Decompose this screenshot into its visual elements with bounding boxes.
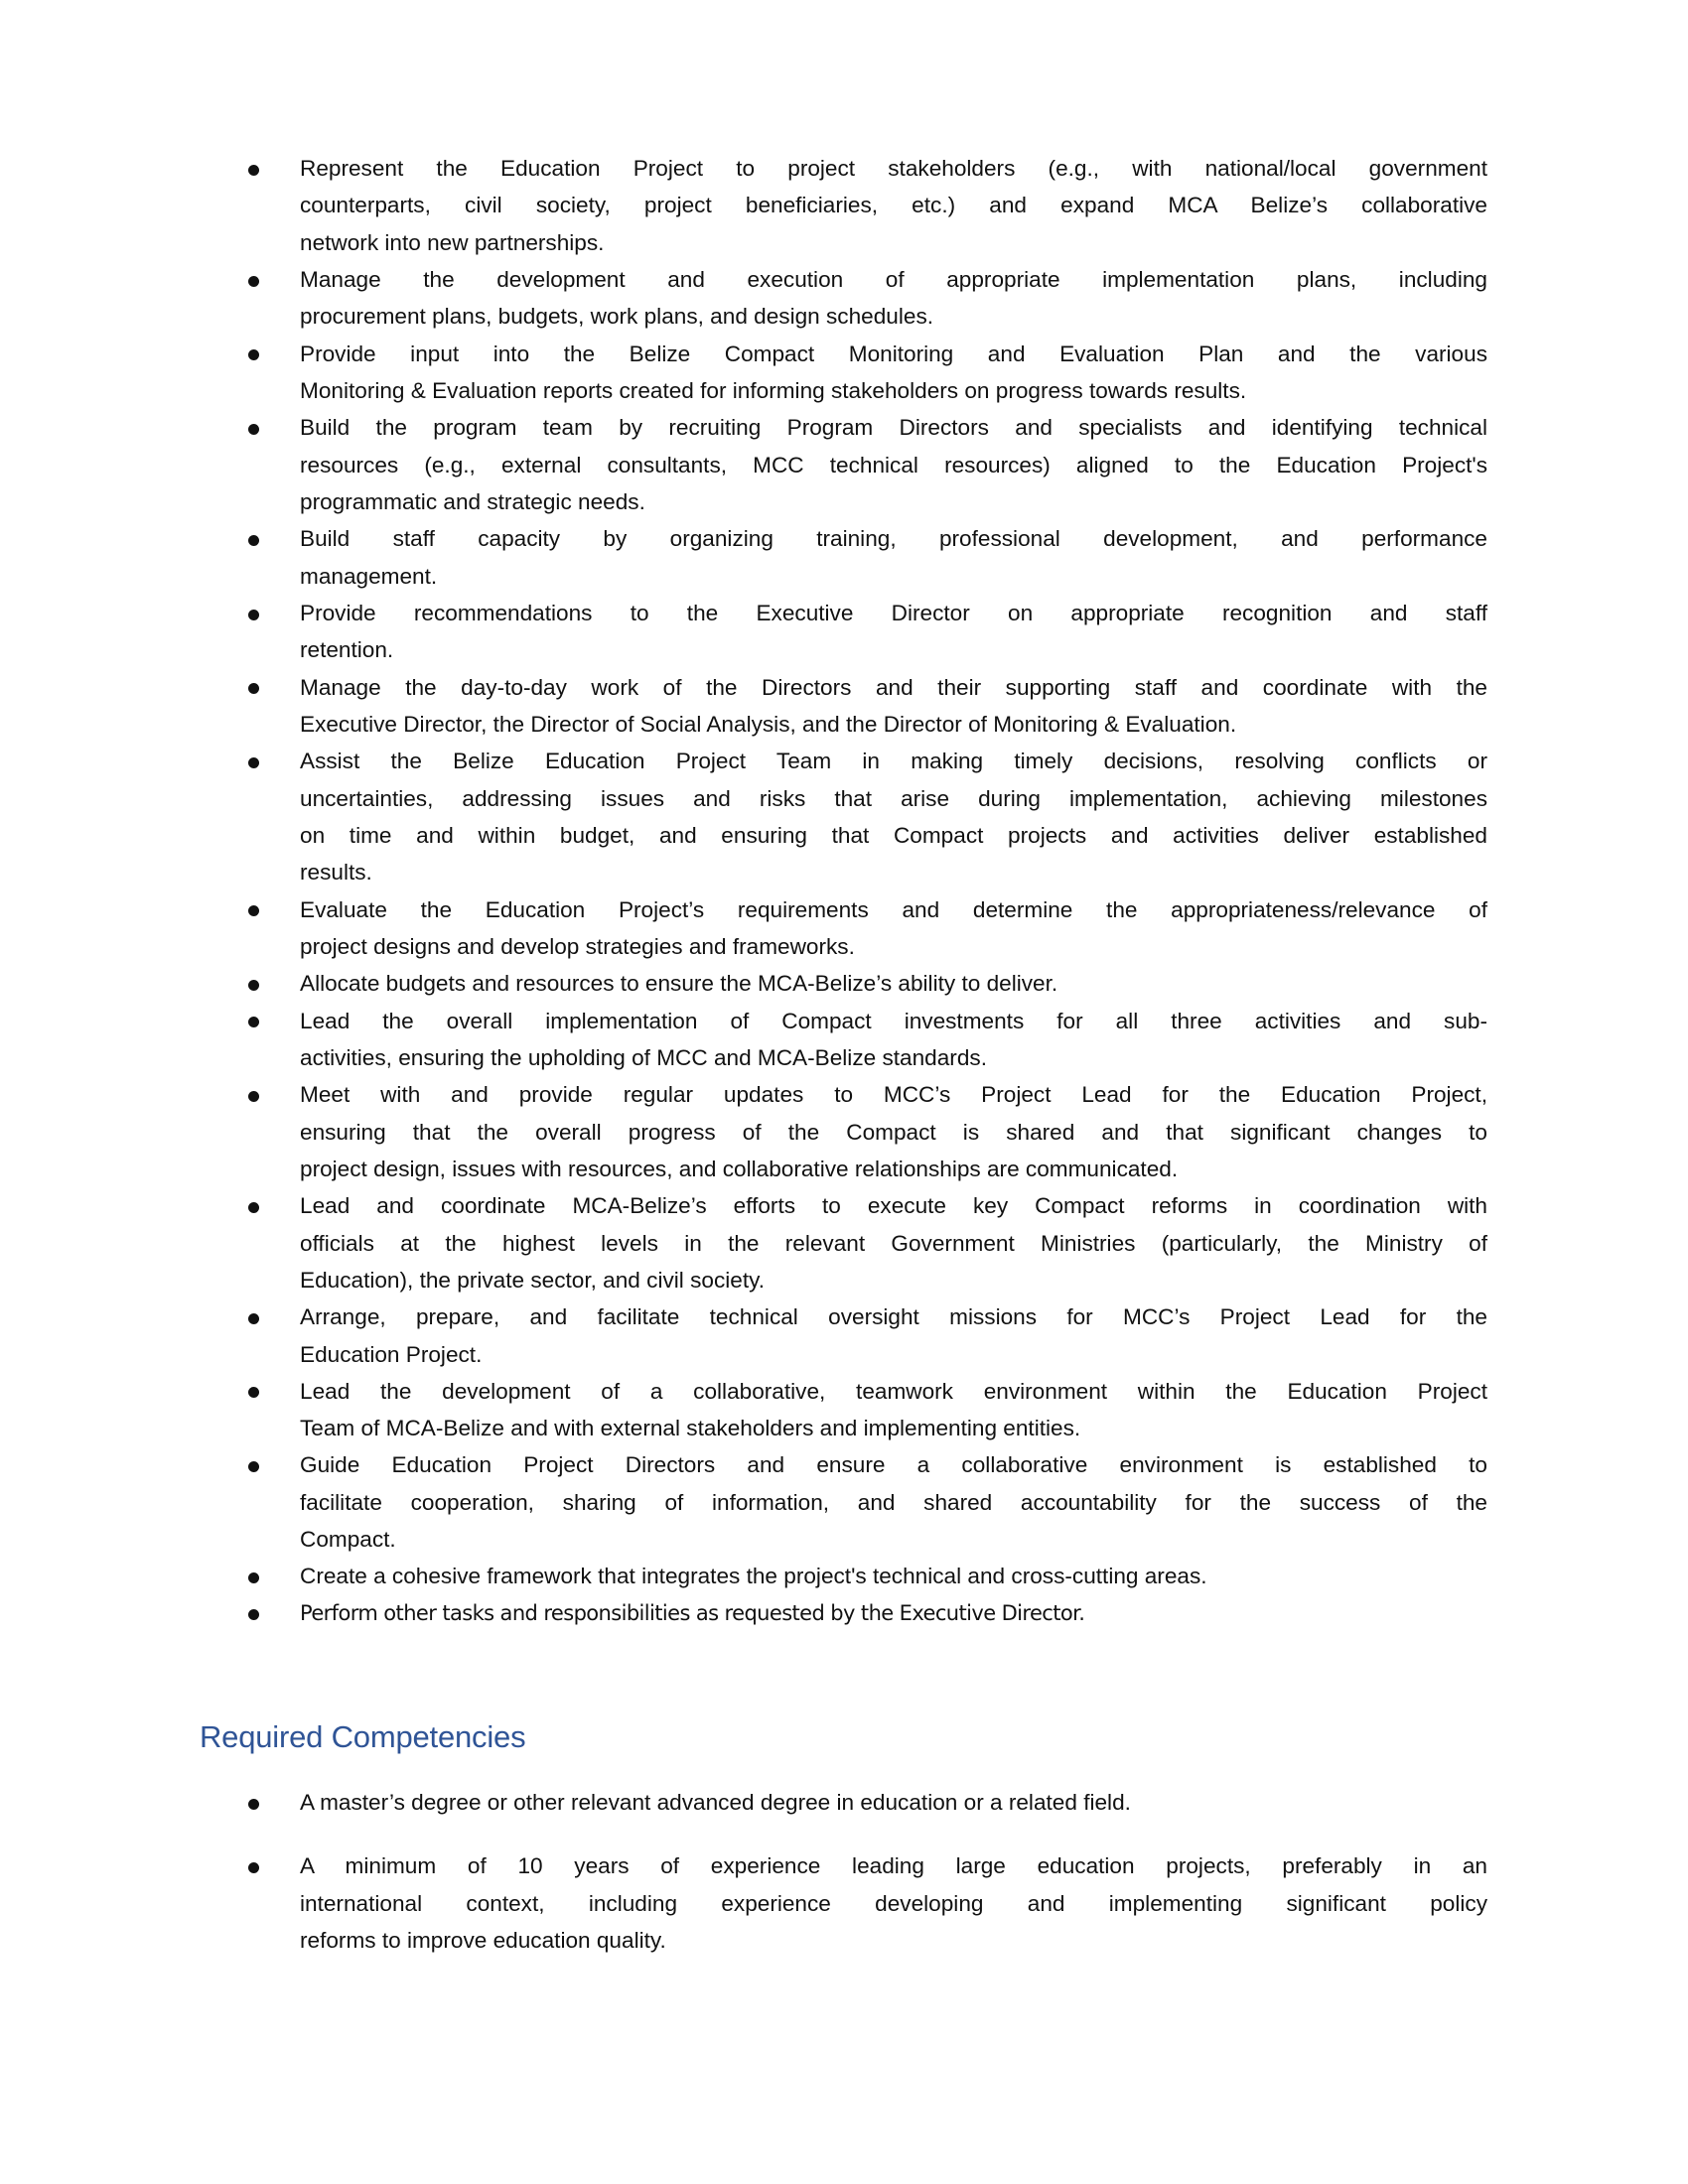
text-line: Lead the development of a collaborative, teamwork environment within the Education Project <box>300 1378 1487 1404</box>
bullet-icon <box>248 1609 259 1620</box>
bullet-icon <box>248 165 259 176</box>
text-line: programmatic and strategic needs. <box>300 488 645 514</box>
duty-list-item <box>0 1187 1688 1298</box>
bullet-icon <box>248 1313 259 1324</box>
list-item-text <box>300 965 1487 1002</box>
text-line: Meet with and provide regular updates to MCC’s Project Lead for the Education Project, <box>300 1082 1487 1108</box>
text-line: reforms to improve education quality. <box>300 1928 666 1954</box>
duty-list-item <box>0 1373 1688 1447</box>
list-item-text <box>300 1558 1487 1594</box>
list-item-text <box>300 1446 1487 1558</box>
duty-list-item <box>0 336 1688 410</box>
bullet-icon <box>248 535 259 546</box>
competency-list-item <box>0 1847 1688 1960</box>
duty-list-item <box>0 1558 1688 1594</box>
text-line: project designs and develop strategies and frameworks. <box>300 933 855 959</box>
list-item-text <box>300 150 1487 261</box>
list-item-text <box>300 891 1487 966</box>
duty-list-item <box>0 150 1688 261</box>
text-line: ensuring that the overall progress of the Compact is shared and that significant changes to <box>300 1119 1487 1145</box>
bullet-icon <box>248 1572 259 1583</box>
duty-list-item <box>0 669 1688 744</box>
list-item-text <box>300 336 1487 410</box>
list-item-text <box>300 1595 1487 1632</box>
list-item-text <box>300 1298 1487 1373</box>
text-line: Education Project. <box>300 1341 483 1367</box>
text-line: Lead the overall implementation of Compact investments for all three activities and sub- <box>300 1008 1487 1033</box>
duty-list-item <box>0 261 1688 336</box>
text-line: Provide recommendations to the Executive Director on appropriate recognition and staff <box>300 600 1487 625</box>
text-line: network into new partnerships. <box>300 229 605 255</box>
text-line: management. <box>300 563 438 589</box>
bullet-icon <box>248 1862 259 1873</box>
bullet-icon <box>248 349 259 360</box>
list-item-text <box>300 1187 1487 1298</box>
list-item-text <box>300 1003 1487 1077</box>
text-line: Build the program team by recruiting Program Directors and specialists and identifying technical <box>300 415 1487 441</box>
text-line: retention. <box>300 637 394 663</box>
list-item-text <box>300 595 1487 669</box>
duty-list-item <box>0 1003 1688 1077</box>
bullet-icon <box>248 1202 259 1213</box>
list-item-text <box>300 1784 1487 1822</box>
duty-list-item <box>0 965 1688 1002</box>
text-line: uncertainties, addressing issues and risks that arise during implementation, achieving milestones <box>300 785 1487 811</box>
bullet-icon <box>248 757 259 768</box>
bullet-icon <box>248 905 259 916</box>
list-item-text <box>300 520 1487 595</box>
bullet-icon <box>248 683 259 694</box>
text-line: Lead and coordinate MCA-Belize’s efforts to execute key Compact reforms in coordination with <box>300 1193 1487 1219</box>
text-line: on time and within budget, and ensuring that Compact projects and activities deliver established <box>300 822 1487 848</box>
text-line: Evaluate the Education Project’s requirements and determine the appropriateness/relevance of <box>300 896 1487 922</box>
duty-list-item <box>0 1076 1688 1187</box>
list-item-text <box>300 1847 1487 1960</box>
list-item-text <box>300 743 1487 890</box>
text-line: Compact. <box>300 1527 396 1553</box>
text-line: A minimum of 10 years of experience leading large education projects, preferably in an <box>300 1852 1487 1878</box>
text-line: Team of MCA-Belize and with external stakeholders and implementing entities. <box>300 1416 1081 1441</box>
text-line: Provide input into the Belize Compact Monitoring and Evaluation Plan and the various <box>300 341 1487 366</box>
text-line: Monitoring & Evaluation reports created for informing stakeholders on progress towards results. <box>300 377 1247 403</box>
bullet-icon <box>248 424 259 435</box>
text-line: facilitate cooperation, sharing of information, and shared accountability for the success of the <box>300 1489 1487 1515</box>
list-item-text <box>300 1373 1487 1447</box>
duty-list-item <box>0 409 1688 520</box>
duty-list-item <box>0 1298 1688 1373</box>
bullet-icon <box>248 1387 259 1398</box>
text-line: Create a cohesive framework that integrates the project's technical and cross-cutting areas. <box>300 1564 1207 1589</box>
text-line: Arrange, prepare, and facilitate technical oversight missions for MCC’s Project Lead for the <box>300 1304 1487 1330</box>
text-line: counterparts, civil society, project beneficiaries, etc.) and expand MCA Belize’s collaborative <box>300 193 1487 218</box>
text-line: officials at the highest levels in the relevant Government Ministries (particularly, the Ministry of <box>300 1230 1487 1256</box>
text-line: procurement plans, budgets, work plans, and design schedules. <box>300 304 934 330</box>
text-line: international context, including experience developing and implementing significant policy <box>300 1890 1487 1916</box>
text-line: Manage the development and execution of appropriate implementation plans, including <box>300 266 1487 292</box>
list-item-text <box>300 261 1487 336</box>
text-line: Guide Education Project Directors and ensure a collaborative environment is established to <box>300 1452 1487 1478</box>
competencies-list <box>0 1784 1688 1985</box>
bullet-icon <box>248 276 259 287</box>
bullet-icon <box>248 980 259 991</box>
duty-list-item <box>0 891 1688 966</box>
bullet-icon <box>248 610 259 620</box>
text-line: Education), the private sector, and civil society. <box>300 1267 766 1293</box>
duty-list-item <box>0 520 1688 595</box>
duties-list <box>0 150 1688 1632</box>
duty-list-item <box>0 1595 1688 1632</box>
duty-list-item <box>0 743 1688 890</box>
bullet-icon <box>248 1017 259 1027</box>
text-line: Manage the day-to-day work of the Directors and their supporting staff and coordinate with the <box>300 674 1487 700</box>
text-line: Allocate budgets and resources to ensure the MCA-Belize’s ability to deliver. <box>300 971 1058 997</box>
list-item-text <box>300 1076 1487 1187</box>
bullet-icon <box>248 1799 259 1810</box>
text-line: Executive Director, the Director of Social Analysis, and the Director of Monitoring & Evaluation. <box>300 711 1237 737</box>
bullet-icon <box>248 1091 259 1102</box>
text-line: activities, ensuring the upholding of MCC and MCA-Belize standards. <box>300 1044 987 1070</box>
duty-list-item <box>0 595 1688 669</box>
text-line: Represent the Education Project to project stakeholders (e.g., with national/local government <box>300 156 1487 181</box>
duty-list-item <box>0 1446 1688 1558</box>
text-line: Assist the Belize Education Project Team in making timely decisions, resolving conflicts or <box>300 749 1487 774</box>
bullet-icon <box>248 1461 259 1472</box>
text-line: results. <box>300 860 372 886</box>
text-line: Perform other tasks and responsibilities as requested by the Executive Director. <box>300 1600 1085 1625</box>
list-item-text <box>300 669 1487 744</box>
section-heading-required-competencies: Required Competencies <box>200 1719 526 1754</box>
text-line: A master’s degree or other relevant advanced degree in education or a related field. <box>300 1790 1131 1815</box>
text-line: Build staff capacity by organizing training, professional development, and performance <box>300 526 1487 552</box>
list-item-text <box>300 409 1487 520</box>
text-line: resources (e.g., external consultants, MCC technical resources) aligned to the Education Project's <box>300 452 1487 478</box>
competency-list-item <box>0 1784 1688 1822</box>
text-line: project design, issues with resources, and collaborative relationships are communicated. <box>300 1156 1179 1181</box>
